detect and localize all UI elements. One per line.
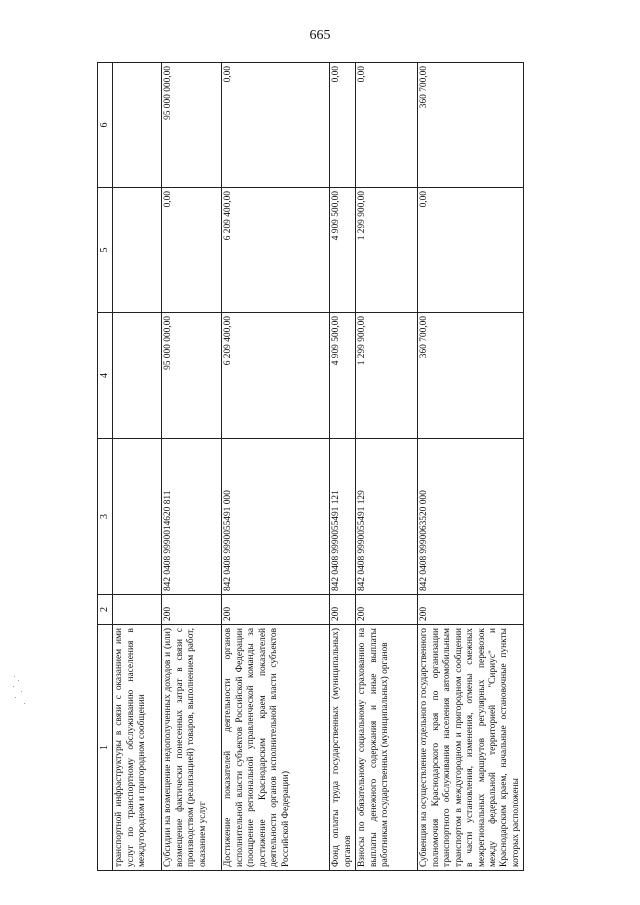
row-budget-code: 842 0408 9990014620 811 xyxy=(162,439,222,595)
row-code-2: 200 xyxy=(356,595,418,625)
row-amount-5: 1 299 900,00 xyxy=(356,188,418,313)
row-description: Взносы по обязательному социальному страхованию на выплаты денежного содержания и иные выплаты работникам государственных (муниципальных) органов xyxy=(356,625,418,871)
row-amount-6: 95 000 000,00 xyxy=(162,63,222,188)
row-description: Достижение показателей деятельности органов исполнительной власти субъектов Российской Федерации (поощрение региональной управленческой команды за достижение Краснодарским краем показателей деятельности органов исполнительной власти субъектов Российской Федерации) xyxy=(222,625,330,871)
column-header: 6 xyxy=(98,63,113,188)
row-amount-4: 360 700,00 xyxy=(418,313,524,439)
row-code-2: 200 xyxy=(162,595,222,625)
row-amount-4: 6 209 400,00 xyxy=(222,313,330,439)
row-amount-5: 0,00 xyxy=(418,188,524,313)
budget-table xyxy=(97,62,524,871)
row-code-2 xyxy=(113,595,162,625)
row-amount-6: 0,00 xyxy=(356,63,418,188)
row-amount-6: 0,00 xyxy=(330,63,356,188)
row-budget-code xyxy=(113,439,162,595)
table-header-row xyxy=(98,63,113,871)
row-description: Субвенция на осуществление отдельного государственного полномочия Краснодарского края по организации транспортного обслуживания населения автомобильным транспортом в междугородном и пригородном сообщении в части установления, изменения, отмены смежных межрегиональных маршрутов регулярных перевозок между федеральной территорией "Сириус" и Краснодарским краем, начальные остановочные пункты которых расположены xyxy=(418,625,524,871)
rotated-table-container xyxy=(97,63,521,871)
row-amount-6: 360 700,00 xyxy=(418,63,524,188)
row-budget-code: 842 0408 9990063520 000 xyxy=(418,439,524,595)
column-header: 5 xyxy=(98,188,113,313)
row-amount-6: 0,00 xyxy=(222,63,330,188)
table-row xyxy=(330,63,356,871)
row-code-2: 200 xyxy=(330,595,356,625)
row-budget-code: 842 0408 9990055491 000 xyxy=(222,439,330,595)
row-budget-code: 842 0408 9990055491 121 xyxy=(330,439,356,595)
table-row xyxy=(162,63,222,871)
row-amount-6 xyxy=(113,63,162,188)
table-row xyxy=(356,63,418,871)
column-header: 2 xyxy=(98,595,113,625)
row-budget-code: 842 0408 9990055491 129 xyxy=(356,439,418,595)
page-number: 665 xyxy=(309,28,331,43)
row-amount-5: 4 909 500,00 xyxy=(330,188,356,313)
row-amount-5: 0,00 xyxy=(162,188,222,313)
row-amount-5 xyxy=(113,188,162,313)
column-header: 3 xyxy=(98,439,113,595)
row-code-2: 200 xyxy=(418,595,524,625)
table-row xyxy=(222,63,330,871)
row-amount-4: 4 909 500,00 xyxy=(330,313,356,439)
table-row xyxy=(113,63,162,871)
row-description: Субсидии на возмещение недополученных доходов и (или) возмещение фактически понесенных затрат в связи с производством (реализацией) товаров, выполнением работ, оказанием услуг xyxy=(162,625,222,871)
row-amount-4: 1 299 900,00 xyxy=(356,313,418,439)
row-amount-5: 6 209 400,00 xyxy=(222,188,330,313)
column-header: 4 xyxy=(98,313,113,439)
scan-specks xyxy=(12,676,28,706)
row-amount-4 xyxy=(113,313,162,439)
column-header: 1 xyxy=(98,625,113,871)
row-code-2: 200 xyxy=(222,595,330,625)
row-amount-4: 95 000 000,00 xyxy=(162,313,222,439)
table-row xyxy=(418,63,524,871)
row-description: транспортной инфраструктуры в связи с оказанием ими услуг по транспортному обслуживанию населения в междугородном и пригородном сообщении xyxy=(113,625,162,871)
row-description: Фонд оплаты труда государственных (муниципальных) органов xyxy=(330,625,356,871)
